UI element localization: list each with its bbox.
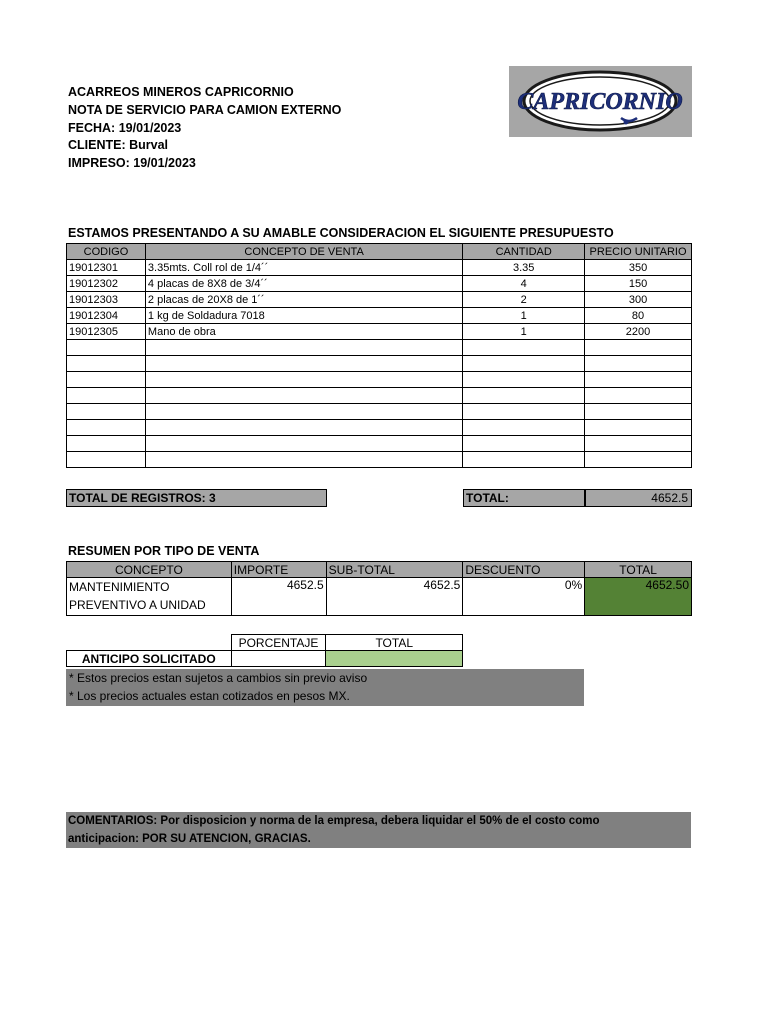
concepto-line-2: PREVENTIVO A UNIDAD xyxy=(69,598,206,612)
col-codigo: CODIGO xyxy=(67,244,146,260)
anticipo-header-row xyxy=(67,635,463,651)
precio-cell: 300 xyxy=(585,292,692,308)
codigo-cell: 19012301 xyxy=(67,260,146,276)
subtotal-cell: 4652.5 xyxy=(326,578,463,616)
col-concepto: CONCEPTO xyxy=(67,562,232,578)
col-concepto: CONCEPTO DE VENTA xyxy=(145,244,462,260)
comments-line-1: COMENTARIOS: Por disposicion y norma de la empresa, debera liquidar el 50% de el costo como xyxy=(68,815,600,827)
concepto-line-1: MANTENIMIENTO xyxy=(69,580,170,594)
precio-cell: 150 xyxy=(585,276,692,292)
anticipo-porcentaje-cell xyxy=(231,651,326,667)
anticipo-table xyxy=(66,634,463,667)
client-line: CLIENTE: Burval xyxy=(68,138,169,152)
table-row xyxy=(67,324,692,340)
col-precio: PRECIO UNITARIO xyxy=(585,244,692,260)
col-total: TOTAL xyxy=(585,562,692,578)
concepto-cell: 1 kg de Soldadura 7018 xyxy=(145,308,462,324)
empty-row xyxy=(67,436,692,452)
comments-line-2: anticipacion: POR SU ATENCION, GRACIAS. xyxy=(68,833,311,845)
anticipo-total-cell xyxy=(326,651,463,667)
precio-cell: 350 xyxy=(585,260,692,276)
table-row xyxy=(67,276,692,292)
note-line: * Los precios actuales estan cotizados en pesos MX. xyxy=(69,689,350,703)
cantidad-cell: 3.35 xyxy=(463,260,585,276)
printed-date-line: IMPRESO: 19/01/2023 xyxy=(68,156,196,170)
company-logo xyxy=(509,66,692,137)
concepto-cell xyxy=(67,578,232,616)
cantidad-cell: 1 xyxy=(463,324,585,340)
table-row xyxy=(67,308,692,324)
total-label: TOTAL: xyxy=(463,489,585,507)
total-cell: 4652.50 xyxy=(585,578,692,616)
importe-cell: 4652.5 xyxy=(231,578,326,616)
anticipo-label: ANTICIPO SOLICITADO xyxy=(67,651,232,667)
col-importe: IMPORTE xyxy=(231,562,326,578)
table-row xyxy=(67,260,692,276)
codigo-cell: 19012304 xyxy=(67,308,146,324)
cantidad-cell: 4 xyxy=(463,276,585,292)
total-value: 4652.5 xyxy=(585,489,692,507)
empty-row xyxy=(67,420,692,436)
budget-table xyxy=(66,243,692,468)
codigo-cell: 19012302 xyxy=(67,276,146,292)
col-cantidad: CANTIDAD xyxy=(463,244,585,260)
concepto-cell: 2 placas de 20X8 de 1´´ xyxy=(145,292,462,308)
cantidad-cell: 2 xyxy=(463,292,585,308)
codigo-cell: 19012303 xyxy=(67,292,146,308)
budget-header-row xyxy=(67,244,692,260)
col-anticipo-total: TOTAL xyxy=(326,635,463,651)
note-line: * Estos precios estan sujetos a cambios sin previo aviso xyxy=(69,671,368,685)
cantidad-cell: 1 xyxy=(463,308,585,324)
notes-box xyxy=(66,669,584,706)
logo-text: CAPRICORNIO xyxy=(517,89,683,115)
concepto-cell: 3.35mts. Coll rol de 1/4´´ xyxy=(145,260,462,276)
summary-title: RESUMEN POR TIPO DE VENTA xyxy=(68,544,260,558)
codigo-cell: 19012305 xyxy=(67,324,146,340)
empty-row xyxy=(67,404,692,420)
summary-header-row xyxy=(67,562,692,578)
summary-row xyxy=(67,578,692,616)
empty-row xyxy=(67,356,692,372)
col-descuento: DESCUENTO xyxy=(463,562,585,578)
empty-row xyxy=(67,340,692,356)
comments-box xyxy=(66,812,691,848)
empty-row xyxy=(67,388,692,404)
company-name: ACARREOS MINEROS CAPRICORNIO xyxy=(68,85,294,99)
col-subtotal: SUB-TOTAL xyxy=(326,562,463,578)
col-porcentaje: PORCENTAJE xyxy=(231,635,326,651)
budget-title: ESTAMOS PRESENTANDO A SU AMABLE CONSIDERACION EL SIGUIENTE PRESUPUESTO xyxy=(68,226,614,240)
summary-table xyxy=(66,561,692,616)
empty-row xyxy=(67,372,692,388)
document-title: NOTA DE SERVICIO PARA CAMION EXTERNO xyxy=(68,103,342,117)
precio-cell: 80 xyxy=(585,308,692,324)
concepto-cell: 4 placas de 8X8 de 3/4´´ xyxy=(145,276,462,292)
anticipo-row xyxy=(67,651,463,667)
concepto-cell: Mano de obra xyxy=(145,324,462,340)
table-row xyxy=(67,292,692,308)
descuento-cell: 0% xyxy=(463,578,585,616)
date-line: FECHA: 19/01/2023 xyxy=(68,121,182,135)
empty-row xyxy=(67,452,692,468)
precio-cell: 2200 xyxy=(585,324,692,340)
total-registros: TOTAL DE REGISTROS: 3 xyxy=(66,489,327,507)
